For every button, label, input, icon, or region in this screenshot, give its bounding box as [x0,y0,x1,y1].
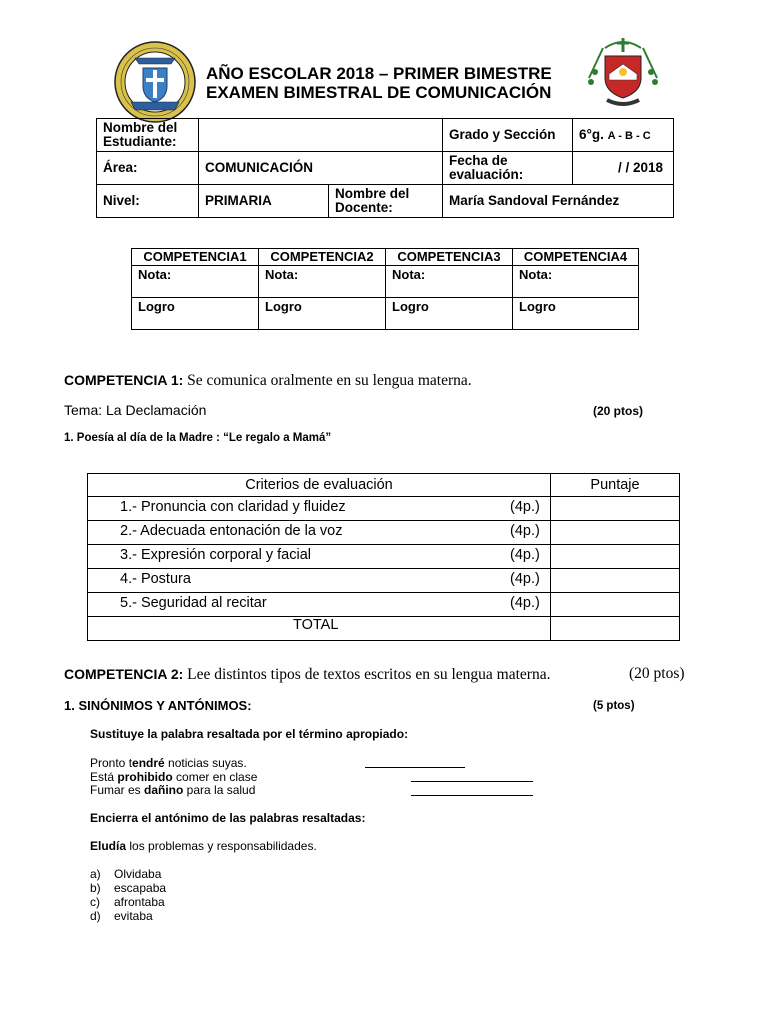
date-value[interactable]: / / 2018 [573,152,674,185]
total-row [88,617,551,641]
option-c[interactable] [90,895,165,909]
logro-cell[interactable]: Logro [386,298,513,330]
score-cell[interactable] [551,497,680,521]
option-text: afrontaba [114,895,165,909]
synonyms-points: (5 ptos) [593,700,635,712]
sentence-text: comer en clase [172,770,258,784]
criteria-points: (4p.) [510,499,540,515]
sentence-2 [90,770,257,784]
level-label: Nivel: [97,185,199,218]
competency-2-heading [64,666,550,684]
total-label: TOTAL [293,617,339,633]
option-letter: c) [90,895,100,909]
grade-value [573,119,674,152]
section-2-points: (20 ptos) [629,665,685,682]
synonyms-antonyms-title: 1. SINÓNIMOS Y ANTÓNIMOS: [64,698,252,713]
option-text: escapaba [114,881,167,895]
instruction-antonym: Encierra el antónimo de las palabras resaltadas: [90,811,366,825]
poem-item: 1. Poesía al día de la Madre : “Le regalo a Mamá” [64,432,332,444]
sentence-text: Fumar es [90,783,145,797]
area-value: COMUNICACIÓN [199,152,443,185]
competency-2-label: COMPETENCIA 2: [64,666,184,682]
criteria-row [88,497,551,521]
criteria-points: (4p.) [510,523,540,539]
criteria-label: 2.- Adecuada entonación de la voz [120,523,343,539]
antonym-question [90,839,317,853]
area-label: Área: [97,152,199,185]
nota-cell[interactable]: Nota: [259,266,386,298]
score-cell[interactable] [551,593,680,617]
answer-blank-2[interactable] [411,781,533,782]
sentence-text: para la salud [183,783,256,797]
competency-2-text: Lee distintos tipos de textos escritos en su lengua materna. [183,666,551,683]
level-value: PRIMARIA [199,185,329,218]
option-b[interactable] [90,881,166,895]
option-letter: b) [90,881,101,895]
date-label: Fecha de evaluación: [443,152,573,185]
student-name-label: Nombre del Estudiante: [97,119,199,152]
sentence-text: Pronto t [90,756,133,770]
competency-header: COMPETENCIA2 [259,249,386,266]
criteria-points: (4p.) [510,547,540,563]
sentence-1 [90,756,247,770]
student-name-field[interactable] [199,119,443,152]
criteria-points: (4p.) [510,571,540,587]
evaluation-criteria-table [87,473,680,641]
score-cell[interactable] [551,545,680,569]
criteria-label: 4.- Postura [120,571,191,587]
competency-header: COMPETENCIA3 [386,249,513,266]
logro-cell[interactable]: Logro [132,298,259,330]
exam-title-year: AÑO ESCOLAR 2018 – PRIMER BIMESTRE [206,64,552,83]
criteria-label: 5.- Seguridad al recitar [120,595,267,611]
competency-header: COMPETENCIA4 [513,249,639,266]
criteria-row [88,521,551,545]
criteria-row [88,593,551,617]
competency-1-label: COMPETENCIA 1: [64,372,184,388]
grade-sections: A - B - C [607,129,651,142]
competency-1-text: Se comunica oralmente en su lengua materna. [183,372,472,389]
highlighted-word: prohibido [117,770,173,784]
logro-cell[interactable]: Logro [513,298,639,330]
option-d[interactable] [90,909,153,923]
answer-blank-1[interactable] [365,767,465,768]
criteria-label: 3.- Expresión corporal y facial [120,547,311,563]
grade-number: 6°g. [579,126,604,142]
score-cell[interactable] [551,521,680,545]
answer-blank-3[interactable] [411,795,533,796]
criteria-row [88,545,551,569]
logro-cell[interactable]: Logro [259,298,386,330]
question-text: los problemas y responsabilidades. [126,839,317,853]
criteria-header: Criterios de evaluación [88,474,551,497]
highlighted-word: dañino [144,783,184,797]
highlighted-word: Eludía [90,839,127,853]
sentence-text: Está [90,770,118,784]
option-letter: d) [90,909,101,923]
teacher-value: María Sandoval Fernández [443,185,674,218]
school-crest-icon [113,40,197,124]
sentence-text: noticias suyas. [164,756,247,770]
criteria-points: (4p.) [510,595,540,611]
competency-1-heading [64,372,472,390]
episcopal-coat-of-arms-icon [583,34,663,110]
instruction-replace: Sustituye la palabra resaltada por el término apropiado: [90,727,409,741]
sentence-3 [90,783,255,797]
total-score-cell[interactable] [551,617,680,641]
highlighted-word: endré [132,756,165,770]
competency-header: COMPETENCIA1 [132,249,259,266]
tema-title: Tema: La Declamación [64,402,207,418]
competency-grades-table [131,248,639,330]
option-text: Olvidaba [114,867,162,881]
criteria-row [88,569,551,593]
option-text: evitaba [114,909,153,923]
option-letter: a) [90,867,101,881]
nota-cell[interactable]: Nota: [386,266,513,298]
teacher-label: Nombre del Docente: [329,185,443,218]
option-a[interactable] [90,867,161,881]
student-info-table [96,118,674,218]
nota-cell[interactable]: Nota: [132,266,259,298]
section-1-points: (20 ptos) [593,404,644,418]
exam-title-subject: EXAMEN BIMESTRAL DE COMUNICACIÓN [206,83,552,102]
score-header: Puntaje [551,474,680,497]
criteria-label: 1.- Pronuncia con claridad y fluidez [120,499,346,515]
grade-label: Grado y Sección [443,119,573,152]
score-cell[interactable] [551,569,680,593]
nota-cell[interactable]: Nota: [513,266,639,298]
